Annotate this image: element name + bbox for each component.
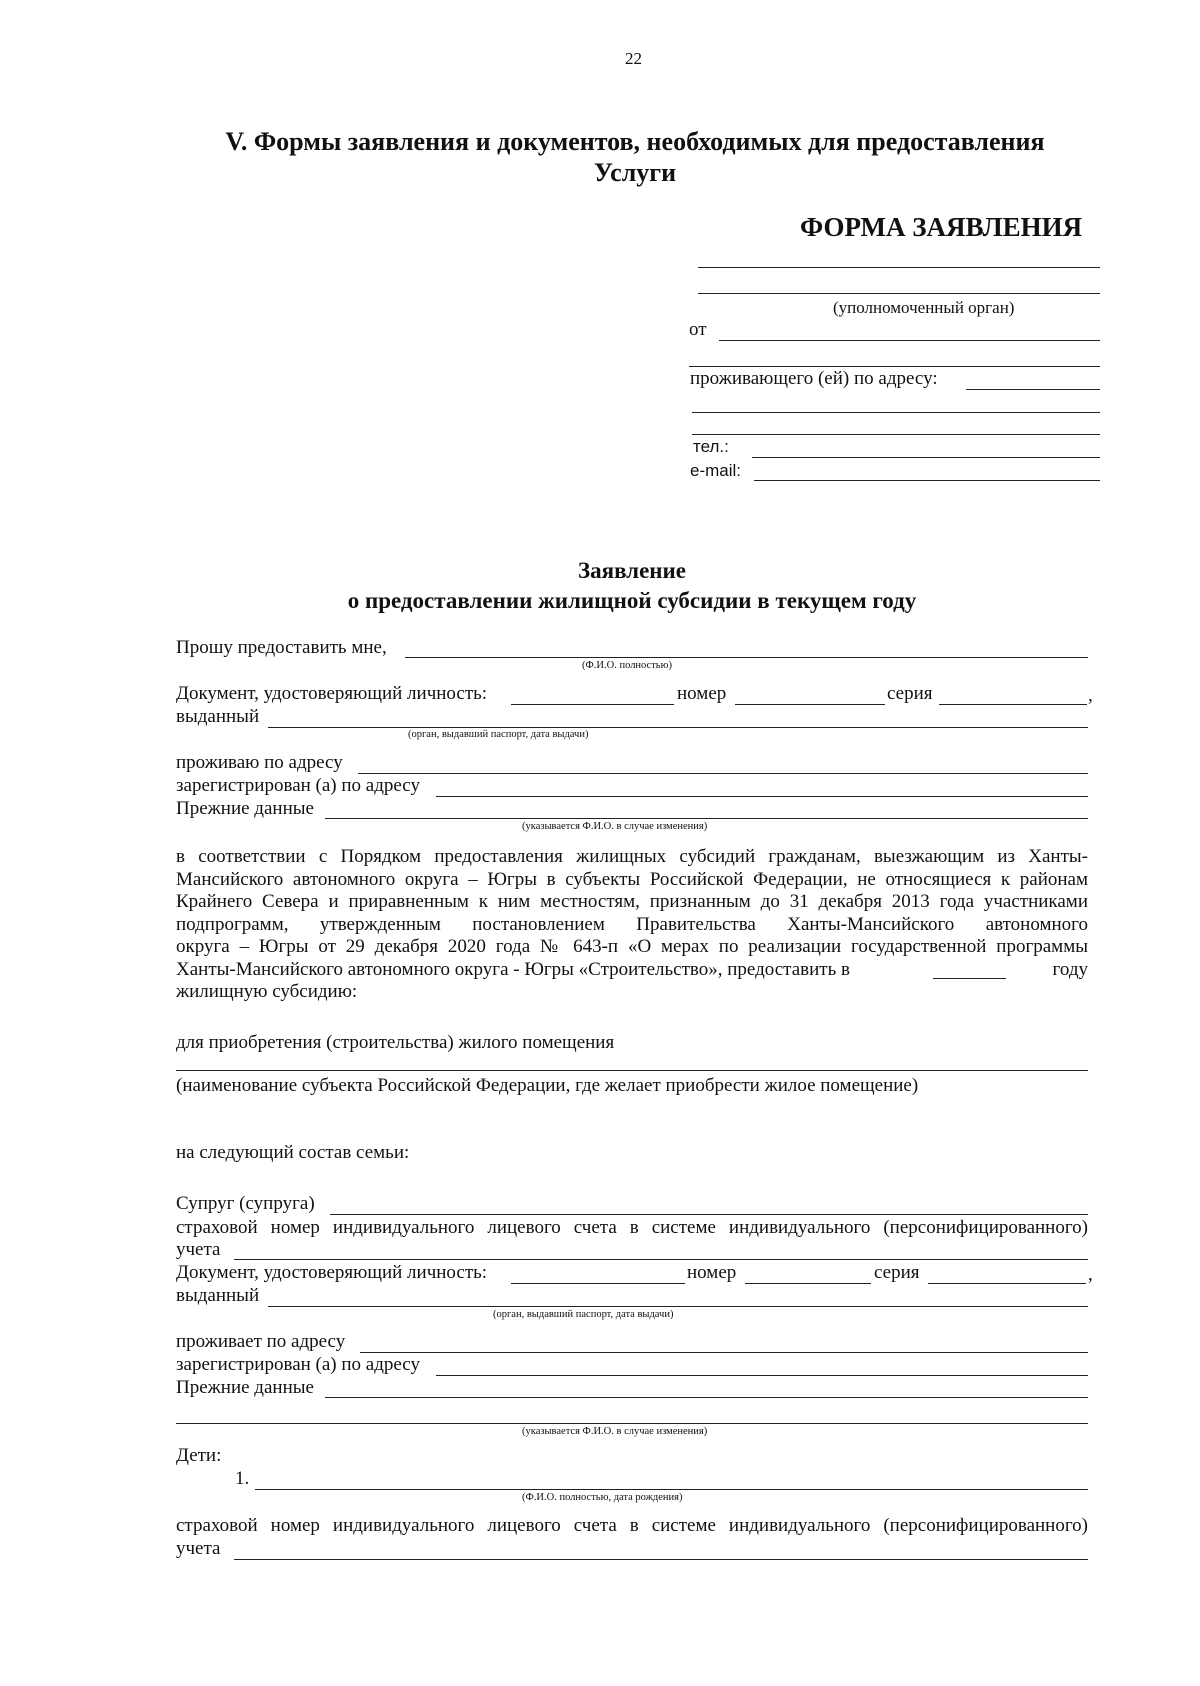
section-heading — [150, 126, 1120, 188]
statement-title-line-1: Заявление — [577, 558, 687, 583]
spouse-residing-field[interactable] — [360, 1352, 1088, 1353]
phone-field[interactable] — [752, 457, 1100, 458]
spouse-id-doc-type-field[interactable] — [511, 1283, 685, 1284]
spouse-former-label: Прежние данные — [176, 1377, 314, 1398]
id-number-label: номер — [677, 683, 727, 704]
residing-label: проживающего (ей) по адресу: — [690, 368, 938, 389]
child-snils-field[interactable] — [234, 1559, 1088, 1560]
paragraph-line-4: подпрограмм, утвержденным постановлением Правительства Ханты-Мансийского автономного — [176, 913, 1088, 935]
from-field[interactable] — [719, 340, 1100, 341]
paragraph-line-6-start: Ханты-Мансийского автономного округа - Югры «Строительство», предоставить в — [176, 958, 850, 980]
residing-field-line-2[interactable] — [692, 412, 1100, 413]
paragraph-line-6-end: году — [1052, 958, 1088, 980]
residing-field-line-3[interactable] — [692, 434, 1100, 435]
purpose-caption: (наименование субъекта Российской Федерации, где желает приобрести жилое помещение) — [176, 1075, 919, 1096]
email-label: e-mail: — [690, 461, 742, 480]
registered-address-field[interactable] — [436, 796, 1088, 797]
subsidy-year-field[interactable] — [933, 978, 1006, 979]
paragraph-line-1: в соответствии с Порядком предоставления жилищных субсидий гражданам, выезжающим из Ханты- — [176, 846, 1088, 867]
request-label: Прошу предоставить мне, — [176, 637, 387, 658]
child-fio-field[interactable] — [255, 1489, 1088, 1490]
spouse-snils-line-1: страховой номер индивидуального лицевого счета в системе индивидуального (персонифицированного) — [176, 1217, 1088, 1238]
spouse-former-caption: (указывается Ф.И.О. в случае изменения) — [522, 1426, 708, 1437]
former-data-label: Прежние данные — [176, 798, 314, 819]
applicant-fio-field[interactable] — [405, 657, 1088, 658]
section-heading-line-1: V. Формы заявления и документов, необходимых для предоставления — [225, 127, 1045, 156]
id-number-field[interactable] — [735, 704, 885, 705]
id-doc-label: Документ, удостоверяющий личность: — [176, 683, 488, 704]
children-label: Дети: — [176, 1445, 222, 1466]
spouse-id-series-label: серия — [874, 1262, 920, 1283]
spouse-id-number-field[interactable] — [745, 1283, 871, 1284]
spouse-registered-label: зарегистрирован (а) по адресу — [176, 1354, 420, 1375]
id-series-label: серия — [887, 683, 933, 704]
spouse-id-comma: , — [1088, 1264, 1093, 1285]
spouse-issuer-caption: (орган, выдавший паспорт, дата выдачи) — [493, 1309, 674, 1320]
email-field[interactable] — [754, 480, 1100, 481]
child-item-number: 1. — [235, 1468, 250, 1489]
residing-field[interactable] — [966, 389, 1100, 390]
spouse-former-field-line-2[interactable] — [176, 1423, 1088, 1424]
spouse-former-field[interactable] — [325, 1397, 1088, 1398]
residing-address-label: проживаю по адресу — [176, 752, 343, 773]
former-data-caption: (указывается Ф.И.О. в случае изменения) — [522, 821, 708, 832]
spouse-issued-field[interactable] — [268, 1306, 1088, 1307]
issued-label: выданный — [176, 706, 260, 727]
id-doc-type-field[interactable] — [511, 704, 674, 705]
applicant-fio-caption: (Ф.И.О. полностью) — [582, 660, 672, 671]
page-number: 22 — [625, 49, 642, 68]
authority-line-2[interactable] — [698, 293, 1100, 294]
family-label: на следующий состав семьи: — [176, 1142, 410, 1163]
spouse-fio-field[interactable] — [330, 1214, 1088, 1215]
spouse-snils-line-2: учета — [176, 1239, 221, 1260]
paragraph-line-3: Крайнего Севера и приравненным к ним местностям, признанным до 31 декабря 2013 года участниками — [176, 891, 1088, 912]
registered-address-label: зарегистрирован (а) по адресу — [176, 775, 420, 796]
main-paragraph — [176, 846, 1088, 1004]
phone-label: тел.: — [693, 437, 729, 456]
id-series-field[interactable] — [939, 704, 1087, 705]
child-fio-caption: (Ф.И.О. полностью, дата рождения) — [522, 1492, 683, 1503]
section-heading-line-2: Услуги — [593, 158, 677, 187]
authority-caption: (уполномоченный орган) — [833, 298, 1015, 317]
spouse-label: Супруг (супруга) — [176, 1193, 315, 1214]
former-data-field[interactable] — [325, 818, 1088, 819]
spouse-id-number-label: номер — [687, 1262, 737, 1283]
form-title: ФОРМА ЗАЯВЛЕНИЯ — [800, 212, 1083, 242]
purpose-label: для приобретения (строительства) жилого помещения — [176, 1032, 615, 1053]
child-snils-line-2: учета — [176, 1538, 221, 1559]
spouse-id-series-field[interactable] — [928, 1283, 1086, 1284]
spouse-id-doc-label: Документ, удостоверяющий личность: — [176, 1262, 488, 1283]
spouse-issued-label: выданный — [176, 1285, 260, 1306]
statement-title — [176, 556, 1088, 616]
paragraph-line-5: округа – Югры от 29 декабря 2020 года № 643-п «О мерах по реализации государственной программы — [176, 936, 1088, 957]
paragraph-line-6 — [176, 959, 1088, 982]
id-comma: , — [1088, 685, 1093, 706]
purpose-region-field[interactable] — [176, 1070, 1088, 1071]
spouse-registered-field[interactable] — [436, 1375, 1088, 1376]
from-field-line-2[interactable] — [689, 366, 1100, 367]
residing-address-field[interactable] — [358, 773, 1088, 774]
issuer-caption: (орган, выдавший паспорт, дата выдачи) — [408, 729, 589, 740]
paragraph-line-2: Мансийского автономного округа – Югры в субъекты Российской Федерации, не относящиеся к районам — [176, 868, 1088, 890]
spouse-residing-label: проживает по адресу — [176, 1331, 346, 1352]
child-snils-line-1: страховой номер индивидуального лицевого счета в системе индивидуального (персонифицированного) — [176, 1515, 1088, 1536]
issued-field[interactable] — [268, 727, 1088, 728]
spouse-snils-field[interactable] — [234, 1259, 1088, 1260]
statement-title-line-2: о предоставлении жилищной субсидии в текущем году — [347, 588, 917, 613]
paragraph-line-7: жилищную субсидию: — [176, 981, 358, 1002]
from-label: от — [689, 319, 707, 340]
authority-line-1[interactable] — [698, 267, 1100, 268]
